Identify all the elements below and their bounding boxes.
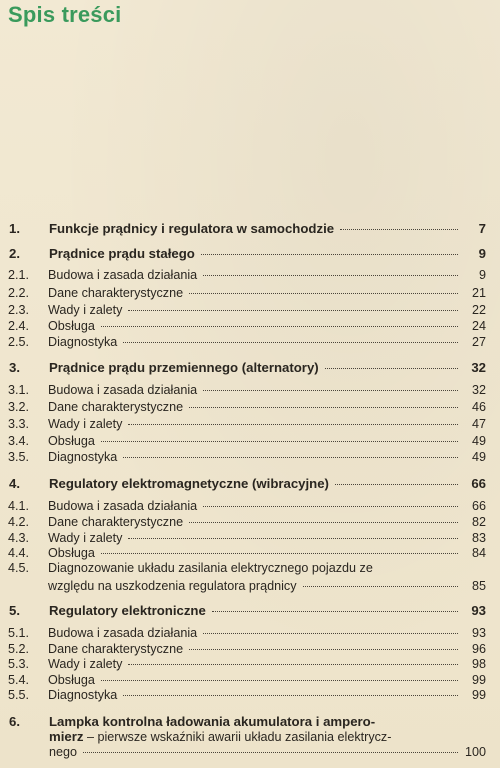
toc-label-line-2 (49, 729, 486, 745)
toc-number: 3. (9, 360, 20, 375)
toc-label: Prądnice prądu stałego (49, 246, 195, 261)
toc-page: 21 (471, 286, 486, 300)
toc-label: Wady i zalety (48, 417, 123, 431)
toc-number: 2.3. (8, 303, 30, 317)
dot-leader (128, 538, 458, 539)
toc-number: 5. (9, 603, 20, 618)
toc-page: 82 (471, 515, 486, 529)
toc-page: 99 (471, 673, 486, 687)
toc-label: Dane charakterystyczne (48, 400, 184, 414)
toc-page: 7 (478, 221, 486, 236)
dot-leader (123, 342, 458, 343)
toc-label: Wady i zalety (48, 531, 123, 545)
toc-label: Budowa i zasada działania (48, 268, 198, 282)
toc-entry-4-2[interactable] (8, 515, 486, 530)
dot-leader (212, 611, 458, 612)
toc-number: 3.4. (8, 434, 30, 448)
toc-number: 6. (9, 714, 20, 729)
toc-entry-2-2[interactable] (8, 286, 486, 301)
toc-label-line: względu na uszkodzenia regulatora prądnicy (48, 579, 297, 593)
toc-number: 4.1. (8, 499, 30, 513)
dot-leader (201, 254, 458, 255)
toc-page: 96 (471, 642, 486, 656)
toc-number: 5.2. (8, 642, 30, 656)
toc-label: Dane charakterystyczne (48, 286, 184, 300)
toc-label-lastline (48, 579, 486, 594)
toc-page: 27 (471, 335, 486, 349)
toc-number: 3.2. (8, 400, 30, 414)
toc-number: 4.2. (8, 515, 30, 529)
toc-entry-4-3[interactable] (8, 531, 486, 546)
toc-number: 3.1. (8, 383, 30, 397)
toc-entry-chapter-6[interactable] (8, 714, 486, 760)
dot-leader (101, 441, 458, 442)
dot-leader (189, 649, 458, 650)
dot-leader (303, 586, 458, 587)
toc-page: 49 (471, 450, 486, 464)
dot-leader (340, 229, 458, 230)
toc-entry-5-2[interactable] (8, 642, 486, 657)
toc-number: 5.3. (8, 657, 30, 671)
toc-page: 83 (471, 531, 486, 545)
toc-number: 3.3. (8, 417, 30, 431)
dot-leader (189, 293, 458, 294)
toc-entry-5-3[interactable] (8, 657, 486, 672)
dot-leader (325, 368, 458, 369)
dot-leader (128, 310, 458, 311)
dot-leader (203, 390, 458, 391)
toc-page: 99 (471, 688, 486, 702)
dot-leader (128, 664, 458, 665)
toc-entry-chapter-4[interactable] (8, 476, 486, 491)
toc-page: 100 (464, 745, 486, 759)
toc-page: 9 (478, 268, 486, 282)
toc-entry-5-4[interactable] (8, 673, 486, 688)
toc-entry-3-2[interactable] (8, 400, 486, 415)
toc-entry-5-1[interactable] (8, 626, 486, 641)
dot-leader (203, 633, 458, 634)
toc-page: 93 (471, 603, 486, 618)
toc-label: Budowa i zasada działania (48, 499, 198, 513)
toc-entry-4-4[interactable] (8, 546, 486, 561)
toc-label: Diagnostyka (48, 450, 118, 464)
toc-number: 4.3. (8, 531, 30, 545)
toc-page: 85 (471, 579, 486, 593)
toc-entry-3-5[interactable] (8, 450, 486, 465)
toc-label: Regulatory elektroniczne (49, 603, 206, 618)
toc-entry-chapter-1[interactable] (8, 221, 486, 236)
dot-leader (335, 484, 458, 485)
toc-entry-2-4[interactable] (8, 319, 486, 334)
toc-number: 5.4. (8, 673, 30, 687)
toc-label: Obsługa (48, 546, 95, 560)
toc-label: Obsługa (48, 434, 95, 448)
toc-label: Budowa i zasada działania (48, 626, 198, 640)
dot-leader (101, 326, 458, 327)
toc-page: 66 (471, 476, 486, 491)
toc-number: 1. (9, 221, 20, 236)
toc-entry-3-4[interactable] (8, 434, 486, 449)
toc-page: 32 (471, 383, 486, 397)
toc-entry-chapter-5[interactable] (8, 603, 486, 618)
toc-number: 4.5. (8, 561, 30, 575)
dot-leader (203, 275, 458, 276)
toc-number: 5.5. (8, 688, 30, 702)
toc-label-block (49, 714, 486, 760)
toc-entry-4-1[interactable] (8, 499, 486, 514)
dot-leader (101, 680, 458, 681)
dot-leader (189, 522, 458, 523)
toc-number: 2. (9, 246, 20, 261)
toc-label: Diagnostyka (48, 335, 118, 349)
toc-entry-chapter-2[interactable] (8, 246, 486, 261)
toc-page: 93 (471, 626, 486, 640)
toc-page: 32 (471, 360, 486, 375)
dot-leader (128, 424, 458, 425)
toc-page: 49 (471, 434, 486, 448)
toc-label: Funkcje prądnicy i regulatora w samochodzie (49, 221, 335, 236)
toc-page: 98 (471, 657, 486, 671)
toc-label-line: Lampka kontrolna ładowania akumulatora i ampero- (49, 714, 376, 729)
toc-number: 2.1. (8, 268, 30, 282)
toc-label-lastline (49, 745, 486, 760)
toc-entry-2-1[interactable] (8, 268, 486, 283)
dot-leader (189, 407, 458, 408)
toc-label: Dane charakterystyczne (48, 515, 184, 529)
toc-entry-3-3[interactable] (8, 417, 486, 432)
toc-entry-4-5[interactable] (8, 561, 486, 594)
page-title: Spis treści (8, 2, 122, 27)
toc-label-line: Diagnozowanie układu zasilania elektrycznego pojazdu ze (48, 561, 373, 575)
dot-leader (203, 506, 458, 507)
toc-label-line: nego (49, 745, 78, 759)
toc-page: 22 (471, 303, 486, 317)
dot-leader (123, 695, 458, 696)
toc-entry-5-5[interactable] (8, 688, 486, 703)
toc-label: Regulatory elektromagnetyczne (wibracyjne) (49, 476, 329, 491)
toc-number: 4. (9, 476, 20, 491)
toc-number: 4.4. (8, 546, 30, 560)
toc-number: 2.4. (8, 319, 30, 333)
toc-label: Wady i zalety (48, 303, 123, 317)
toc-entry-2-5[interactable] (8, 335, 486, 350)
toc-label-rest: – pierwsze wskaźniki awarii układu zasilania elektrycz- (83, 730, 392, 744)
toc-number: 5.1. (8, 626, 30, 640)
toc-label: Prądnice prądu przemiennego (alternatory) (49, 360, 319, 375)
toc-page: 46 (471, 400, 486, 414)
toc-entry-3-1[interactable] (8, 383, 486, 398)
toc-label-bold: mierz (49, 729, 84, 744)
dot-leader (83, 752, 458, 753)
toc-label: Obsługa (48, 673, 95, 687)
toc-number: 2.5. (8, 335, 30, 349)
toc-label: Obsługa (48, 319, 95, 333)
toc-label: Budowa i zasada działania (48, 383, 198, 397)
toc-number: 2.2. (8, 286, 30, 300)
toc-label: Dane charakterystyczne (48, 642, 184, 656)
toc-label: Diagnostyka (48, 688, 118, 702)
dot-leader (123, 457, 458, 458)
toc-page: 84 (471, 546, 486, 560)
toc-page: 47 (471, 417, 486, 431)
toc-page: 66 (471, 499, 486, 513)
toc-page: 24 (471, 319, 486, 333)
toc-entry-2-3[interactable] (8, 303, 486, 318)
toc-page: 9 (478, 246, 486, 261)
dot-leader (101, 553, 458, 554)
toc-label-block (48, 561, 486, 594)
toc-entry-chapter-3[interactable] (8, 360, 486, 375)
toc-label: Wady i zalety (48, 657, 123, 671)
toc-number: 3.5. (8, 450, 30, 464)
